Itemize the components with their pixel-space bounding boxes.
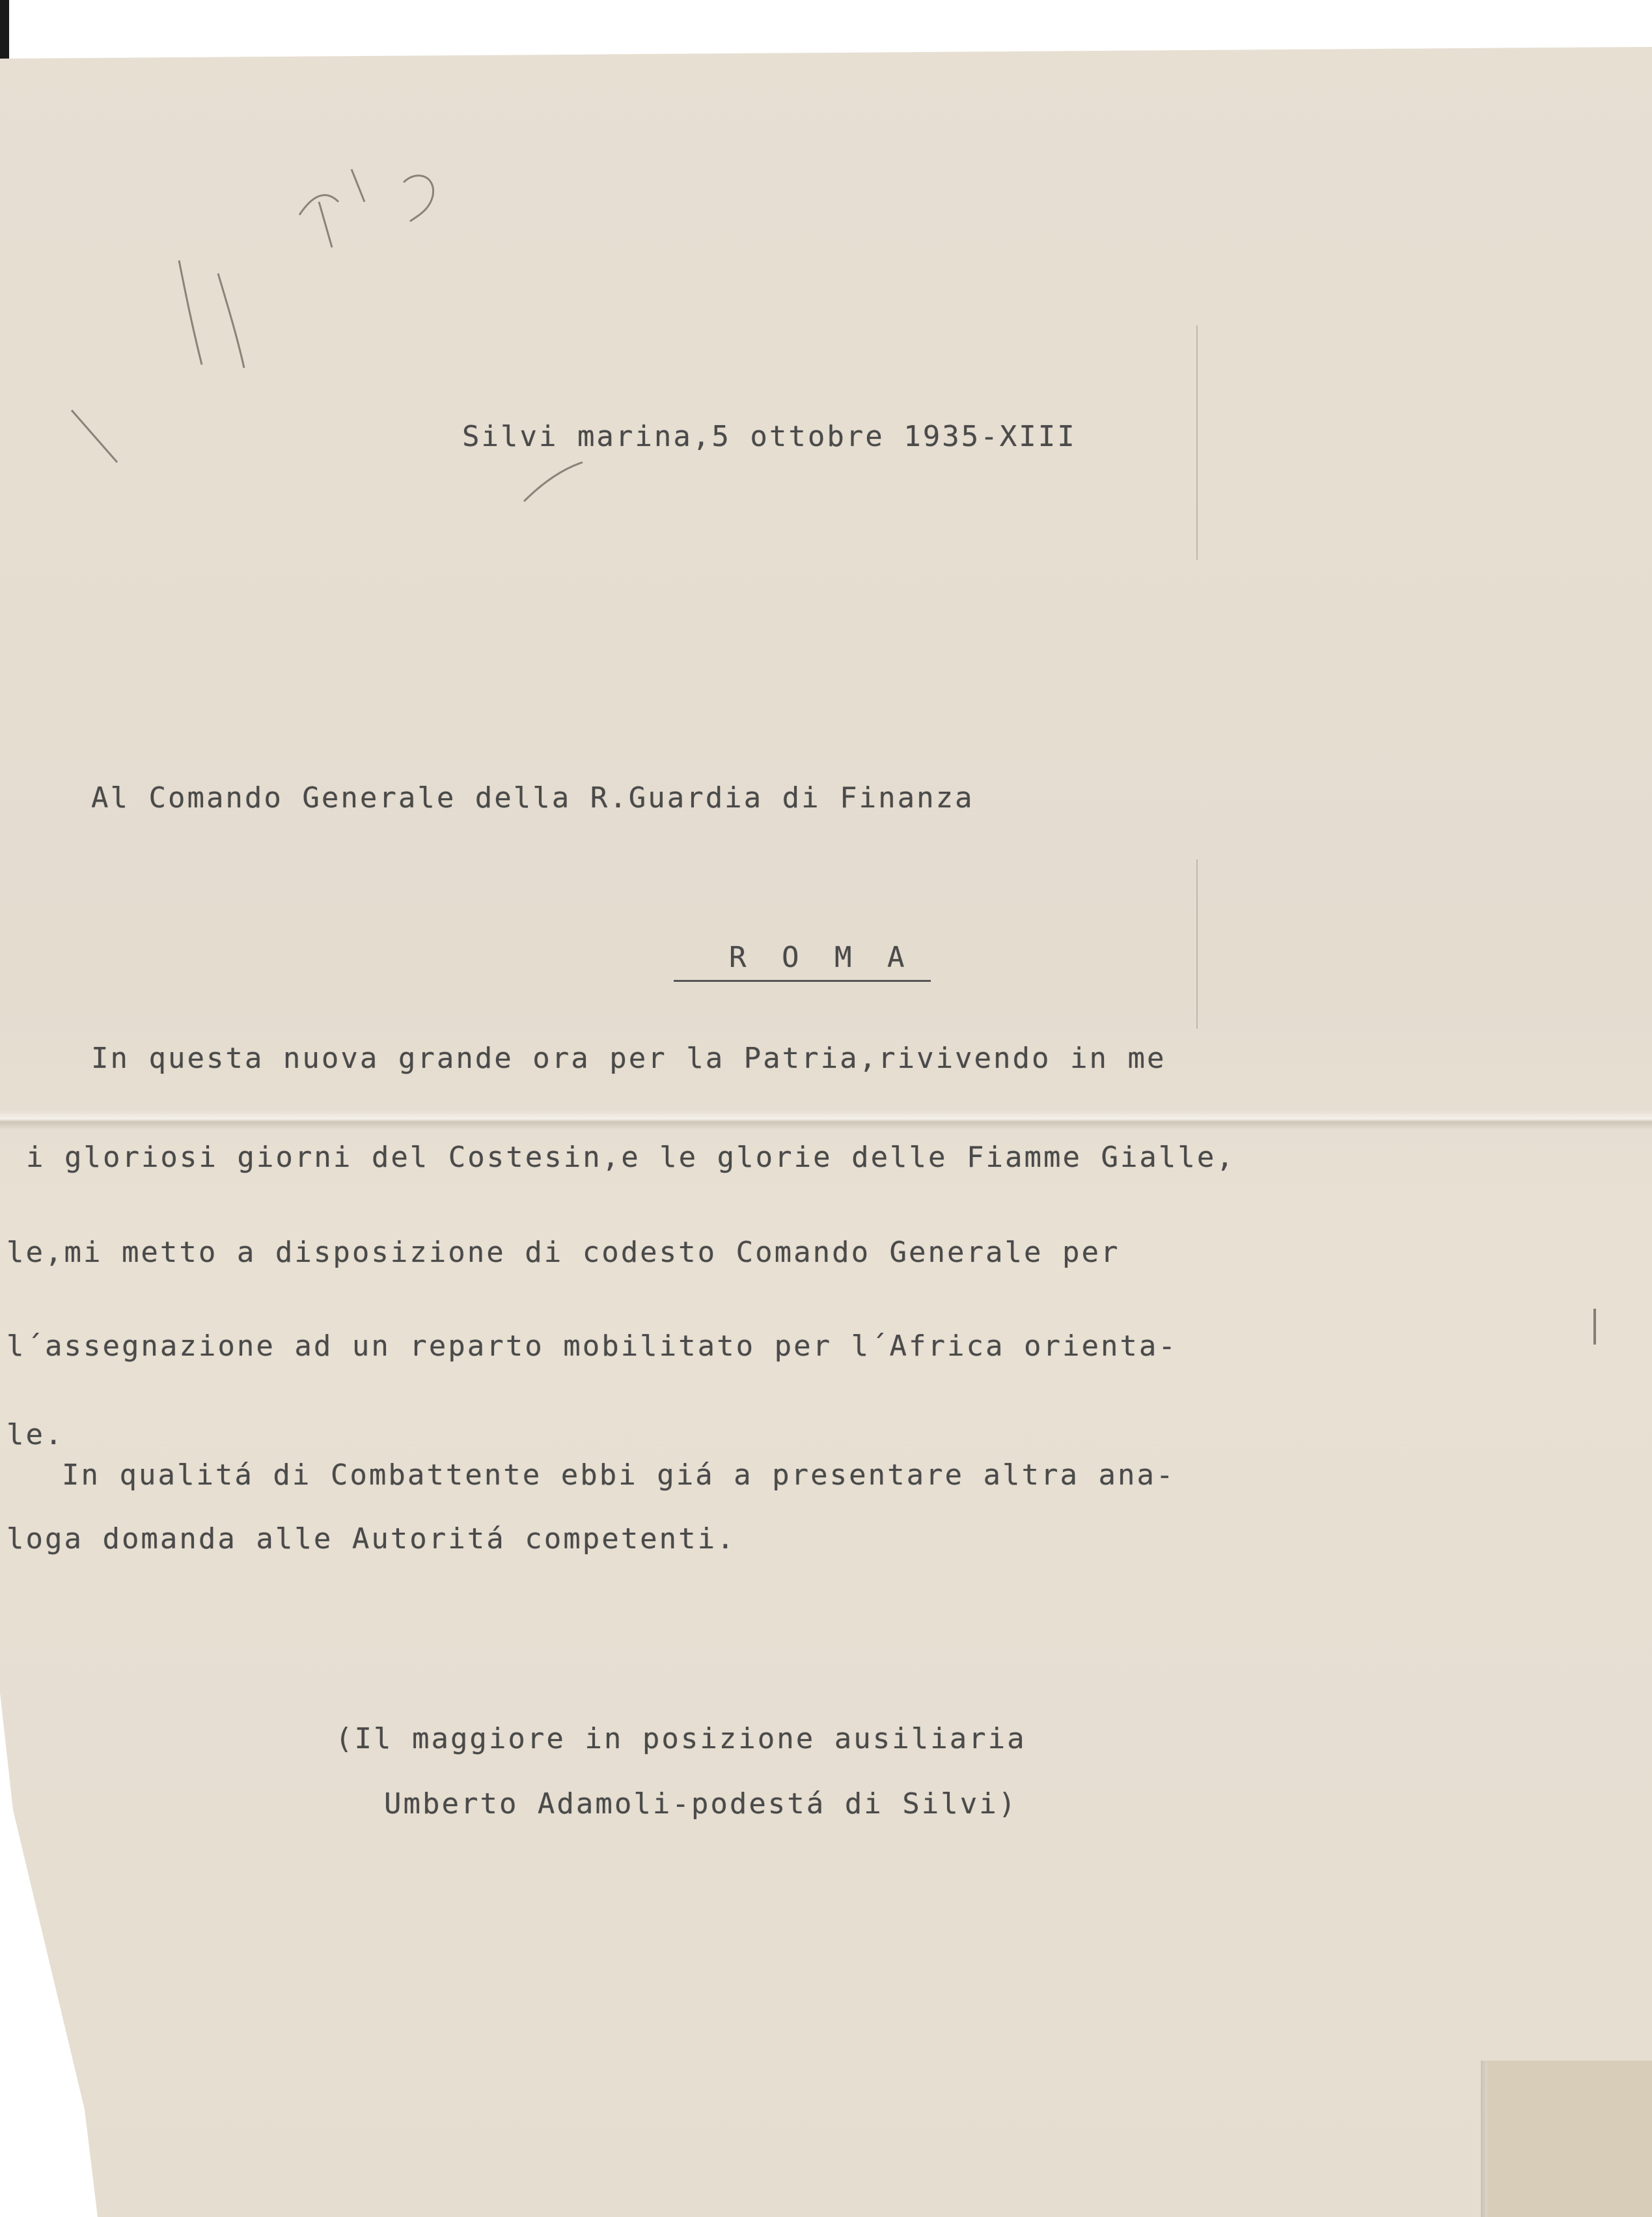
folded-corner [1487, 2061, 1652, 2217]
pencil-scribble-icon [286, 156, 482, 273]
margin-guide-line [1196, 859, 1198, 1029]
signature-line: (Il maggiore in posizione ausiliaria [335, 1722, 1026, 1755]
scan-edge [0, 0, 9, 62]
signature-line: Umberto Adamoli-podestá di Silvi) [384, 1787, 1018, 1820]
city-underline [674, 980, 931, 982]
body-line: In qualitá di Combattente ebbi giá a presentare altra ana- [62, 1458, 1176, 1492]
body-line: l´assegnazione ad un reparto mobilitato per l´Africa orienta- [7, 1330, 1177, 1363]
body-line: i gloriosi giorni del Costesin,e le glorie delle Fiamme Gialle, [26, 1141, 1235, 1174]
letter-addressee: Al Comando Generale della R.Guardia di Finanza [91, 781, 974, 815]
pencil-scribble-icon [166, 254, 270, 384]
margin-tick-mark [1593, 1309, 1596, 1345]
pencil-scribble-icon [517, 456, 596, 514]
letter-city: R O M A [729, 941, 914, 974]
body-line: loga domanda alle Autoritá competenti. [7, 1522, 736, 1555]
pencil-scribble-icon [65, 397, 143, 475]
paper-fold [0, 1110, 1652, 1130]
margin-guide-line [1196, 326, 1198, 560]
body-line: In questa nuova grande ora per la Patria,rivivendo in me [91, 1042, 1166, 1075]
body-line: le. [7, 1418, 64, 1451]
scan-background [0, 0, 1652, 52]
body-line: le,mi metto a disposizione di codesto Comando Generale per [7, 1236, 1120, 1269]
letter-dateline: Silvi marina,5 ottobre 1935-XIII [462, 420, 1077, 453]
